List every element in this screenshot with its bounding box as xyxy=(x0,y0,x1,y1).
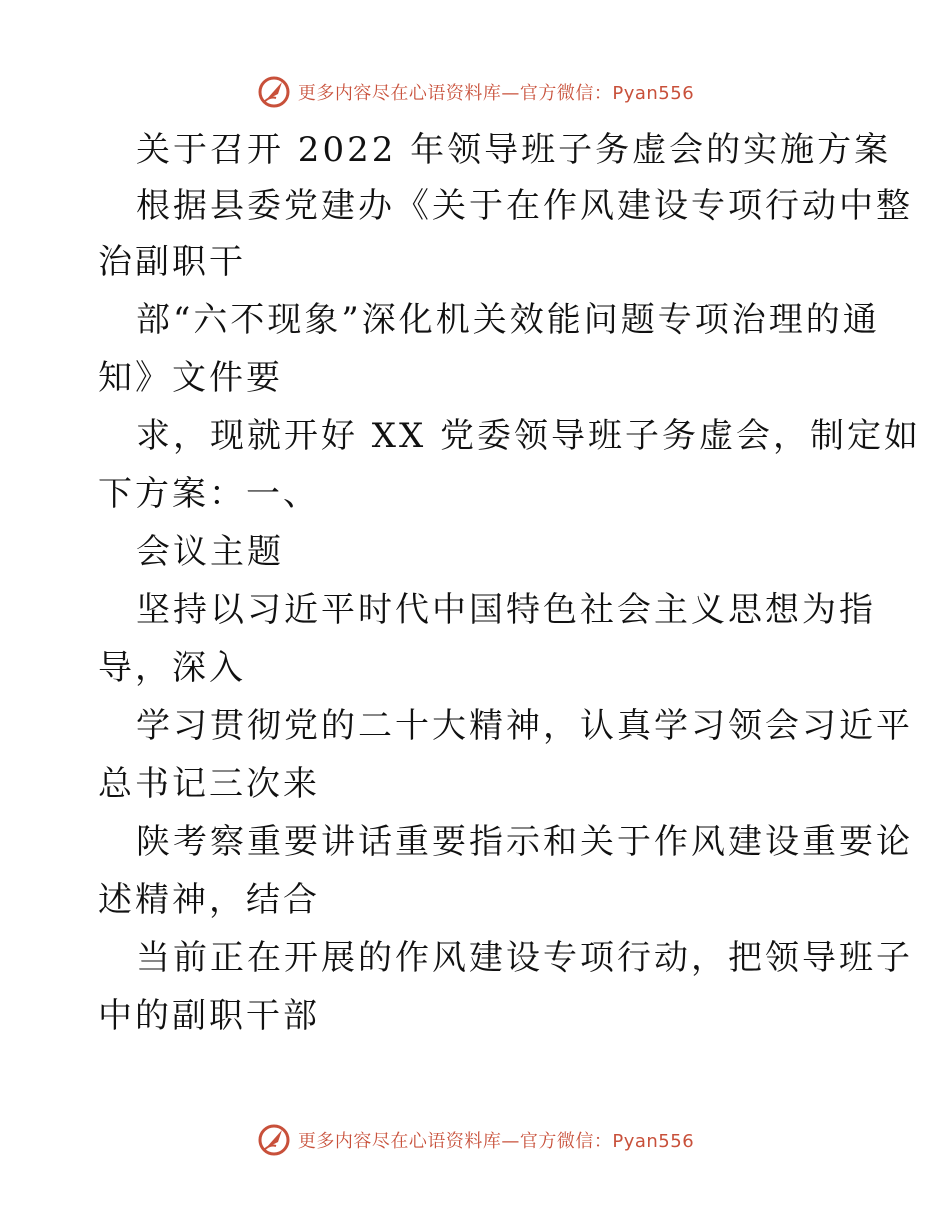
paragraph-line: 根据县委党建办《关于在作风建设专项行动中整 xyxy=(136,186,913,226)
paragraph-line: 知》文件要 xyxy=(98,358,283,398)
paragraph-line: 下方案：一、 xyxy=(98,474,320,514)
footer-watermark xyxy=(0,1120,950,1160)
paragraph-line: 中的副职干部 xyxy=(98,996,320,1036)
paragraph-line: 陕考察重要讲话重要指示和关于作风建设重要论 xyxy=(136,822,913,862)
paragraph-line: 导，深入 xyxy=(98,648,246,688)
watermark-text: 更多内容尽在心语资料库—官方微信：Pyan556 xyxy=(297,1131,695,1152)
header-watermark xyxy=(0,72,950,112)
paragraph-line: 部“六不现象”深化机关效能问题专项治理的通 xyxy=(136,300,880,340)
paragraph-line: 坚持以习近平时代中国特色社会主义思想为指 xyxy=(136,590,876,630)
paragraph-line: 治副职干 xyxy=(98,242,246,282)
quill-logo-icon xyxy=(256,74,292,110)
paragraph-line: 求，现就开好 XX 党委领导班子务虚会，制定如 xyxy=(136,416,922,456)
document-title: 关于召开 2022 年领导班子务虚会的实施方案 xyxy=(136,130,892,170)
paragraph-line: 当前正在开展的作风建设专项行动，把领导班子 xyxy=(136,938,913,978)
paragraph-line: 总书记三次来 xyxy=(98,764,320,804)
watermark-text: 更多内容尽在心语资料库—官方微信：Pyan556 xyxy=(297,83,695,104)
paragraph-line: 学习贯彻党的二十大精神，认真学习领会习近平 xyxy=(136,706,913,746)
quill-logo-icon xyxy=(256,1122,292,1158)
section-heading: 会议主题 xyxy=(136,532,284,572)
paragraph-line: 述精神，结合 xyxy=(98,880,320,920)
